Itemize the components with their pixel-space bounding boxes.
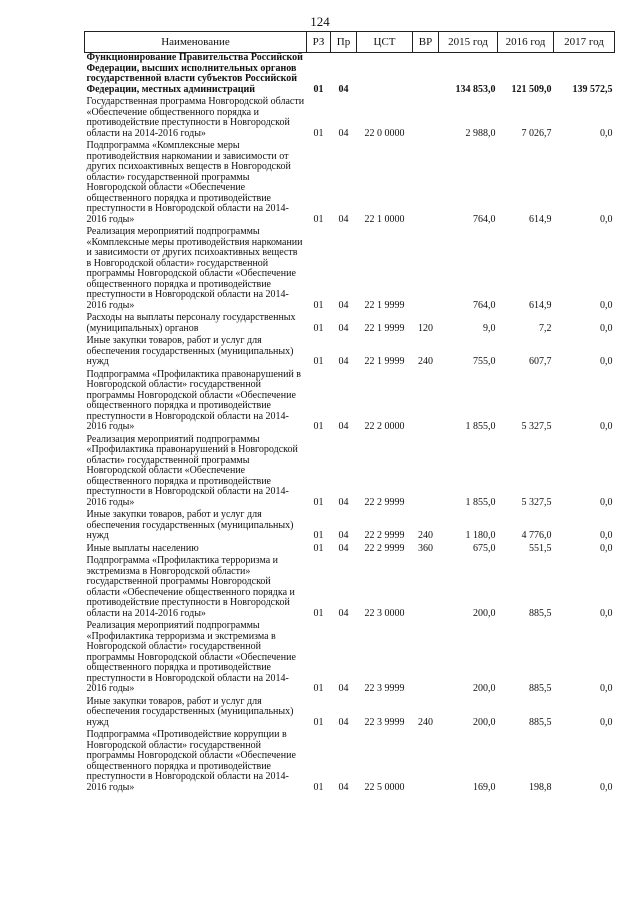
- row-2017: 0,0: [600, 607, 613, 619]
- row-cst: 22 2 9999: [364, 530, 405, 541]
- row-pr: 04: [338, 213, 349, 225]
- table-row: [85, 435, 615, 511]
- table-row: [85, 730, 615, 795]
- row-pr: 04: [338, 542, 349, 554]
- row-cst: 22 3 0000: [364, 607, 405, 619]
- row-cst: 22 2 9999: [364, 542, 405, 554]
- row-name: Функционирование Правительства Российской Федерации, высших исполнительных органов государственной власти субъектов Российской Федерации, местных администраций: [86, 52, 303, 95]
- row-2017: 0,0: [600, 213, 613, 225]
- table-row: [85, 141, 615, 227]
- row-rz: 01: [313, 356, 324, 367]
- row-pr: 04: [338, 83, 349, 95]
- row-2015: 1 180,0: [465, 530, 496, 541]
- row-name: Государственная программа Новгородской области «Обеспечение общественного порядка и противодействие преступности в Новгородской области на 2014-2016 годы»: [86, 96, 305, 139]
- header-2015: 2015 год: [439, 32, 498, 53]
- row-2015: 2 988,0: [465, 127, 496, 139]
- row-cst: 22 5 0000: [364, 781, 405, 793]
- row-vr: 240: [418, 716, 433, 728]
- row-2015: 9,0: [483, 322, 496, 334]
- table-row: [85, 697, 615, 731]
- row-2015: 169,0: [473, 781, 496, 793]
- row-name: Расходы на выплаты персоналу государственных (муниципальных) органов: [86, 312, 296, 334]
- row-pr: 04: [338, 299, 349, 311]
- row-pr: 04: [338, 716, 349, 728]
- row-rz: 01: [313, 530, 324, 541]
- row-2017: 0,0: [600, 322, 613, 334]
- header-pr: Пр: [331, 32, 357, 53]
- header-rz: РЗ: [307, 32, 331, 53]
- row-2015: 200,0: [473, 716, 496, 728]
- row-cst: 22 1 9999: [364, 322, 405, 334]
- row-2015: 200,0: [473, 607, 496, 619]
- row-2017: 0,0: [600, 530, 613, 541]
- row-pr: 04: [338, 496, 349, 508]
- row-vr: 360: [418, 542, 433, 554]
- row-name: Реализация мероприятий подпрограммы «Профилактика терроризма и экстремизма в Новгородской области» государственной программы Новгородской области «Обеспечение общественного порядка и противодействие преступности в Новгородской области на 2014-2016 годы»: [86, 620, 296, 694]
- row-vr: [413, 227, 439, 313]
- row-name: Подпрограмма «Профилактика правонарушений в Новгородской области» государственной программы Новгородской области «Обеспечение общественного порядка и противодействие преступности в Новгородской области на 2014-2016 годы»: [86, 368, 302, 432]
- row-2015: 1 855,0: [465, 496, 496, 508]
- row-cst: 22 1 9999: [364, 356, 405, 367]
- table-header-row: [85, 32, 615, 53]
- row-pr: 04: [338, 322, 349, 334]
- page-number: 124: [310, 14, 330, 29]
- row-rz: 01: [313, 716, 324, 728]
- table-row: [85, 370, 615, 435]
- row-rz: 01: [313, 322, 324, 334]
- row-vr: 240: [418, 530, 433, 541]
- row-pr: 04: [338, 781, 349, 793]
- row-2015: 675,0: [473, 542, 496, 554]
- row-name: Подпрограмма «Комплексные меры противодействия наркомании и зависимости от других психоактивных веществ в Новгородской области» государственной программы Новгородской области «Обеспечение общественного порядка и противодействие преступности в Новгородской области на 2014-2016 годы»: [86, 140, 291, 225]
- header-name: Наименование: [85, 32, 307, 53]
- row-2017: 0,0: [600, 542, 613, 554]
- row-rz: 01: [313, 213, 324, 225]
- row-2017: 139 572,5: [572, 83, 613, 95]
- row-name: Иные закупки товаров, работ и услуг для обеспечения государственных (муниципальных) нужд: [86, 695, 294, 728]
- row-cst: 22 3 9999: [364, 716, 405, 728]
- header-cst: ЦСТ: [357, 32, 413, 53]
- row-2016: 885,5: [529, 607, 552, 619]
- header-2016: 2016 год: [498, 32, 554, 53]
- row-2016: 5 327,5: [521, 496, 552, 508]
- row-vr: 120: [418, 322, 433, 334]
- row-2016: 4 776,0: [521, 530, 552, 541]
- row-2016: 7,2: [539, 322, 552, 334]
- row-name: Реализация мероприятий подпрограммы «Комплексные меры противодействия наркомании и зависимости от других психоактивных веществ в Новгородской области» государственной программы Новгородской области «Обеспечение общественного порядка и противодействие преступности в Новгородской области на 2014-2016 годы»: [86, 226, 303, 311]
- row-2016: 121 509,0: [511, 83, 552, 95]
- row-2015: 764,0: [473, 213, 496, 225]
- row-name: Иные закупки товаров, работ и услуг для обеспечения государственных (муниципальных) нужд: [86, 509, 294, 541]
- row-rz: 01: [313, 781, 324, 793]
- row-rz: 01: [313, 542, 324, 554]
- row-pr: 04: [338, 530, 349, 541]
- row-2017: 0,0: [600, 127, 613, 139]
- row-2016: 614,9: [529, 299, 552, 311]
- row-vr: [413, 435, 439, 511]
- row-pr: 04: [338, 421, 349, 432]
- table-row: [85, 556, 615, 621]
- row-rz: 01: [313, 421, 324, 432]
- row-vr: [413, 556, 439, 621]
- row-rz: 01: [313, 496, 324, 508]
- row-name: Подпрограмма «Противодействие коррупции в Новгородской области» государственной программы Новгородской области «Обеспечение общественного порядка и противодействие преступности в Новгородской области на 2014-2016 годы»: [86, 729, 296, 793]
- row-2015: 200,0: [473, 683, 496, 694]
- row-2017: 0,0: [600, 683, 613, 694]
- row-2017: 0,0: [600, 716, 613, 728]
- table-row: [85, 621, 615, 697]
- table-row: [85, 53, 615, 98]
- row-cst: 22 3 9999: [364, 683, 405, 694]
- row-2016: 5 327,5: [521, 421, 552, 432]
- row-vr: 240: [418, 356, 433, 367]
- row-name: Иные закупки товаров, работ и услуг для обеспечения государственных (муниципальных) нужд: [86, 335, 294, 367]
- row-rz: 01: [313, 683, 324, 694]
- row-name: Иные выплаты населению: [86, 542, 199, 554]
- row-rz: 01: [313, 83, 324, 95]
- row-cst: 22 1 9999: [364, 299, 405, 311]
- row-2016: 7 026,7: [521, 127, 552, 139]
- header-2017: 2017 год: [554, 32, 615, 53]
- table-row: [85, 336, 615, 370]
- table-row: [85, 97, 615, 141]
- table-row: [85, 313, 615, 336]
- row-vr: [413, 97, 439, 141]
- row-cst: 22 2 9999: [364, 496, 405, 508]
- row-vr: [413, 370, 439, 435]
- row-name: Реализация мероприятий подпрограммы «Профилактика правонарушений в Новгородской области» государственной программы Новгородской области «Обеспечение общественного порядка и противодействие преступности в Новгородской области на 2014-2016 годы»: [86, 433, 298, 508]
- row-2017: 0,0: [600, 299, 613, 311]
- row-2015: 1 855,0: [465, 421, 496, 432]
- row-rz: 01: [313, 607, 324, 619]
- row-vr: [413, 730, 439, 795]
- table-row: [85, 510, 615, 544]
- row-pr: 04: [338, 683, 349, 694]
- row-2016: 885,5: [529, 716, 552, 728]
- row-cst: 22 0 0000: [364, 127, 405, 139]
- row-2017: 0,0: [600, 781, 613, 793]
- table-row: [85, 227, 615, 313]
- row-2016: 551,5: [529, 542, 552, 554]
- row-vr: [413, 53, 439, 98]
- row-2015: 134 853,0: [455, 83, 496, 95]
- row-2017: 0,0: [600, 356, 613, 367]
- row-cst: [357, 53, 413, 98]
- budget-table: [84, 31, 615, 795]
- row-2016: 614,9: [529, 213, 552, 225]
- row-2016: 607,7: [529, 356, 552, 367]
- row-vr: [413, 621, 439, 697]
- row-pr: 04: [338, 607, 349, 619]
- row-2017: 0,0: [600, 496, 613, 508]
- row-2017: 0,0: [600, 421, 613, 432]
- row-rz: 01: [313, 127, 324, 139]
- row-cst: 22 2 0000: [364, 421, 405, 432]
- row-2015: 764,0: [473, 299, 496, 311]
- row-cst: 22 1 0000: [364, 213, 405, 225]
- row-name: Подпрограмма «Профилактика терроризма и экстремизма в Новгородской области» государственной программы Новгородской области «Обеспечение общественного порядка и противодействие преступности в Новгородской области на 2014-2016 годы»: [86, 555, 295, 619]
- row-pr: 04: [338, 127, 349, 139]
- row-pr: 04: [338, 356, 349, 367]
- row-2016: 198,8: [529, 781, 552, 793]
- row-vr: [413, 141, 439, 227]
- header-vr: ВР: [413, 32, 439, 53]
- row-2016: 885,5: [529, 683, 552, 694]
- row-2015: 755,0: [473, 356, 496, 367]
- row-rz: 01: [313, 299, 324, 311]
